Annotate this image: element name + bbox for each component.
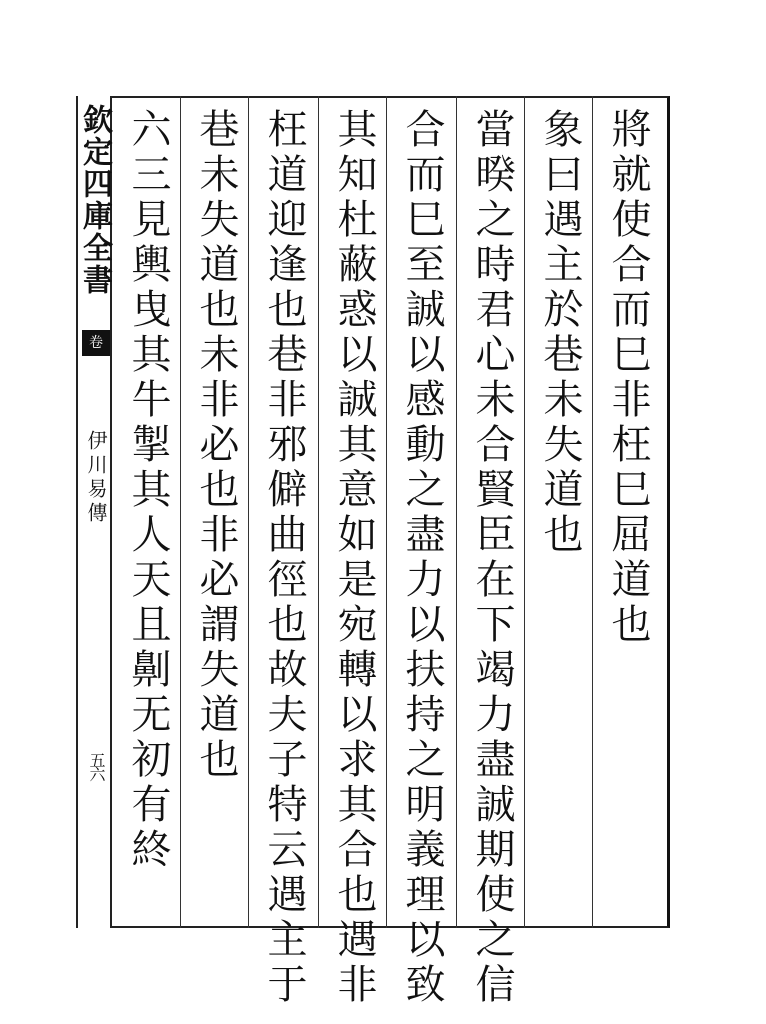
text-column-2: 象曰遇主於巷未失道也 — [537, 108, 583, 558]
text-column-3: 當暌之時君心未合賢臣在下竭力盡誠期使之信 — [469, 108, 515, 1008]
page-number: 五六 — [87, 752, 106, 780]
column-rule — [592, 96, 593, 928]
juan-mark: 卷 — [82, 330, 110, 356]
column-rule — [386, 96, 387, 928]
text-column-4: 合而巳至誠以感動之盡力以扶持之明義理以致 — [399, 108, 445, 1008]
column-rule — [180, 96, 181, 928]
text-column-1: 將就使合而巳非枉巳屈道也 — [605, 108, 651, 648]
text-column-7: 巷未失道也未非必也非必謂失道也 — [193, 108, 239, 783]
collection-title: 欽定四庫全書 — [77, 104, 112, 296]
column-rule — [524, 96, 525, 928]
text-column-6: 枉道迎逢也巷非邪僻曲徑也故夫子特云遇主于 — [261, 108, 307, 1008]
column-rule — [248, 96, 249, 928]
text-column-8: 六三見輿曳其牛掣其人天且劓无初有終 — [125, 108, 171, 873]
text-column-5: 其知杜蔽惑以誠其意如是宛轉以求其合也遇非 — [331, 108, 377, 1008]
book-title: 伊川易傳 — [84, 430, 108, 526]
column-rule — [318, 96, 319, 928]
column-rule — [456, 96, 457, 928]
